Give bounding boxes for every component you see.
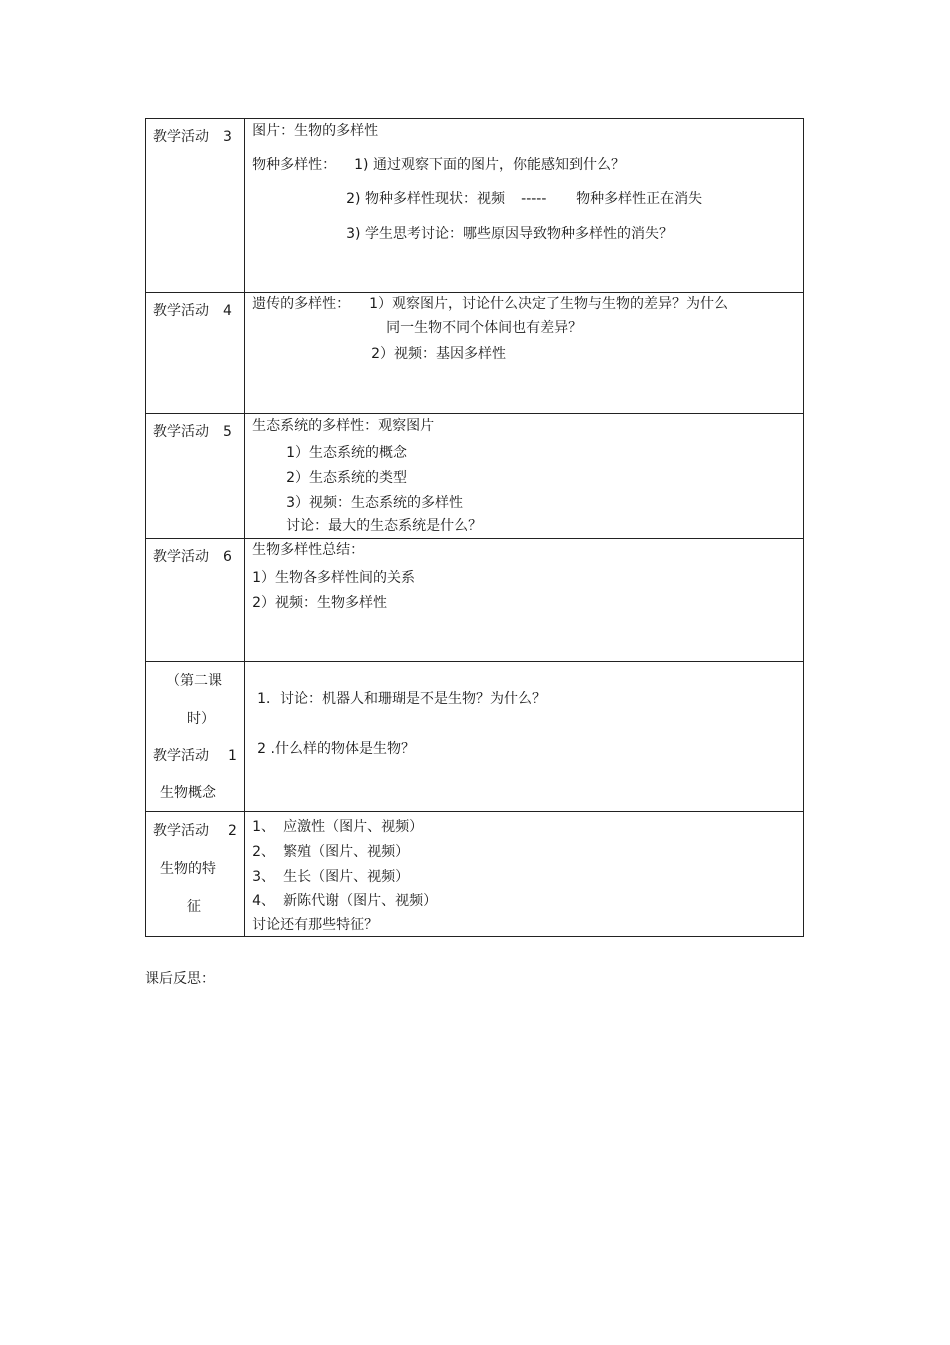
- content-line: 3）视频：生态系统的多样性: [286, 495, 464, 511]
- content-line: 生态系统的多样性：观察图片: [252, 418, 435, 434]
- activity-number: 4: [223, 303, 232, 319]
- list-number: 3、: [252, 869, 276, 885]
- lesson-label: 时）: [187, 711, 215, 727]
- content-line: 2 .什么样的物体是生物？: [257, 741, 415, 757]
- activity-label-cell: [146, 539, 245, 662]
- content-line: 1）观察图片，讨论什么决定了生物与生物的差异？为什么: [369, 296, 729, 312]
- content-line: 2）生态系统的类型: [286, 470, 408, 486]
- content-line: 3) 学生思考讨论：哪些原因导致物种多样性的消失？: [346, 226, 673, 242]
- activity-content-cell: [245, 119, 804, 293]
- table-row: [146, 293, 804, 414]
- content-line: 生长（图片、视频）: [283, 869, 410, 885]
- activity-label: 教学活动: [153, 424, 209, 440]
- content-line: 1) 通过观察下面的图片，你能感知到什么？: [354, 157, 625, 173]
- list-number: 1、: [252, 819, 276, 835]
- activity-label-cell: [146, 293, 245, 414]
- table-row: [146, 414, 804, 539]
- content-line: 繁殖（图片、视频）: [283, 844, 410, 860]
- content-line: -----: [521, 191, 547, 207]
- content-line: 1）生态系统的概念: [286, 445, 408, 461]
- content-line: 物种多样性：: [252, 157, 337, 173]
- activity-label: 教学活动: [153, 549, 209, 565]
- content-line: 遗传的多样性：: [252, 296, 351, 312]
- activity-label: 教学活动: [153, 129, 209, 145]
- content-line: 应激性（图片、视频）: [283, 819, 424, 835]
- table-row: [146, 119, 804, 293]
- content-line: 1）生物各多样性间的关系: [252, 570, 416, 586]
- activity-content-cell: [245, 414, 804, 539]
- activity-number: 5: [223, 424, 232, 440]
- content-line: 1．讨论：机器人和珊瑚是不是生物？为什么？: [257, 691, 547, 707]
- activity-number: 3: [223, 129, 232, 145]
- activity-label-cell: [146, 414, 245, 539]
- content-line: 2）视频：基因多样性: [371, 346, 507, 362]
- activity-label-cell: [146, 662, 245, 812]
- activity-topic: 征: [187, 899, 201, 915]
- content-line: 图片：生物的多样性: [252, 123, 379, 139]
- content-line: 讨论：最大的生态系统是什么？: [286, 518, 483, 534]
- activity-number: 1: [228, 748, 237, 764]
- table-row: [146, 539, 804, 662]
- after-class-reflection: 课后反思：: [145, 971, 215, 987]
- content-line: 物种多样性正在消失: [576, 191, 703, 207]
- table-row: [146, 662, 804, 812]
- activity-content-cell: [245, 662, 804, 812]
- table-row: [146, 812, 804, 937]
- activity-content-cell: [245, 293, 804, 414]
- activity-label: 教学活动: [153, 823, 209, 839]
- activity-label: 教学活动: [153, 748, 209, 764]
- lesson-label: （第二课: [166, 673, 222, 689]
- content-line: 新陈代谢（图片、视频）: [283, 893, 438, 909]
- list-number: 4、: [252, 893, 276, 909]
- content-line: 2）视频：生物多样性: [252, 595, 388, 611]
- activity-content-cell: [245, 539, 804, 662]
- content-line: 讨论还有那些特征？: [252, 917, 379, 933]
- activity-label-cell: [146, 119, 245, 293]
- list-number: 2、: [252, 844, 276, 860]
- activity-topic: 生物概念: [160, 785, 216, 801]
- activity-label-cell: [146, 812, 245, 937]
- lesson-plan-table: [145, 118, 804, 937]
- activity-topic: 生物的特: [160, 861, 216, 877]
- content-line: 同一生物不同个体间也有差异？: [386, 320, 583, 336]
- activity-label: 教学活动: [153, 303, 209, 319]
- activity-number: 6: [223, 549, 232, 565]
- content-line: 2) 物种多样性现状：视频: [346, 191, 505, 207]
- activity-number: 2: [228, 823, 237, 839]
- content-line: 生物多样性总结：: [252, 542, 365, 558]
- activity-content-cell: [245, 812, 804, 937]
